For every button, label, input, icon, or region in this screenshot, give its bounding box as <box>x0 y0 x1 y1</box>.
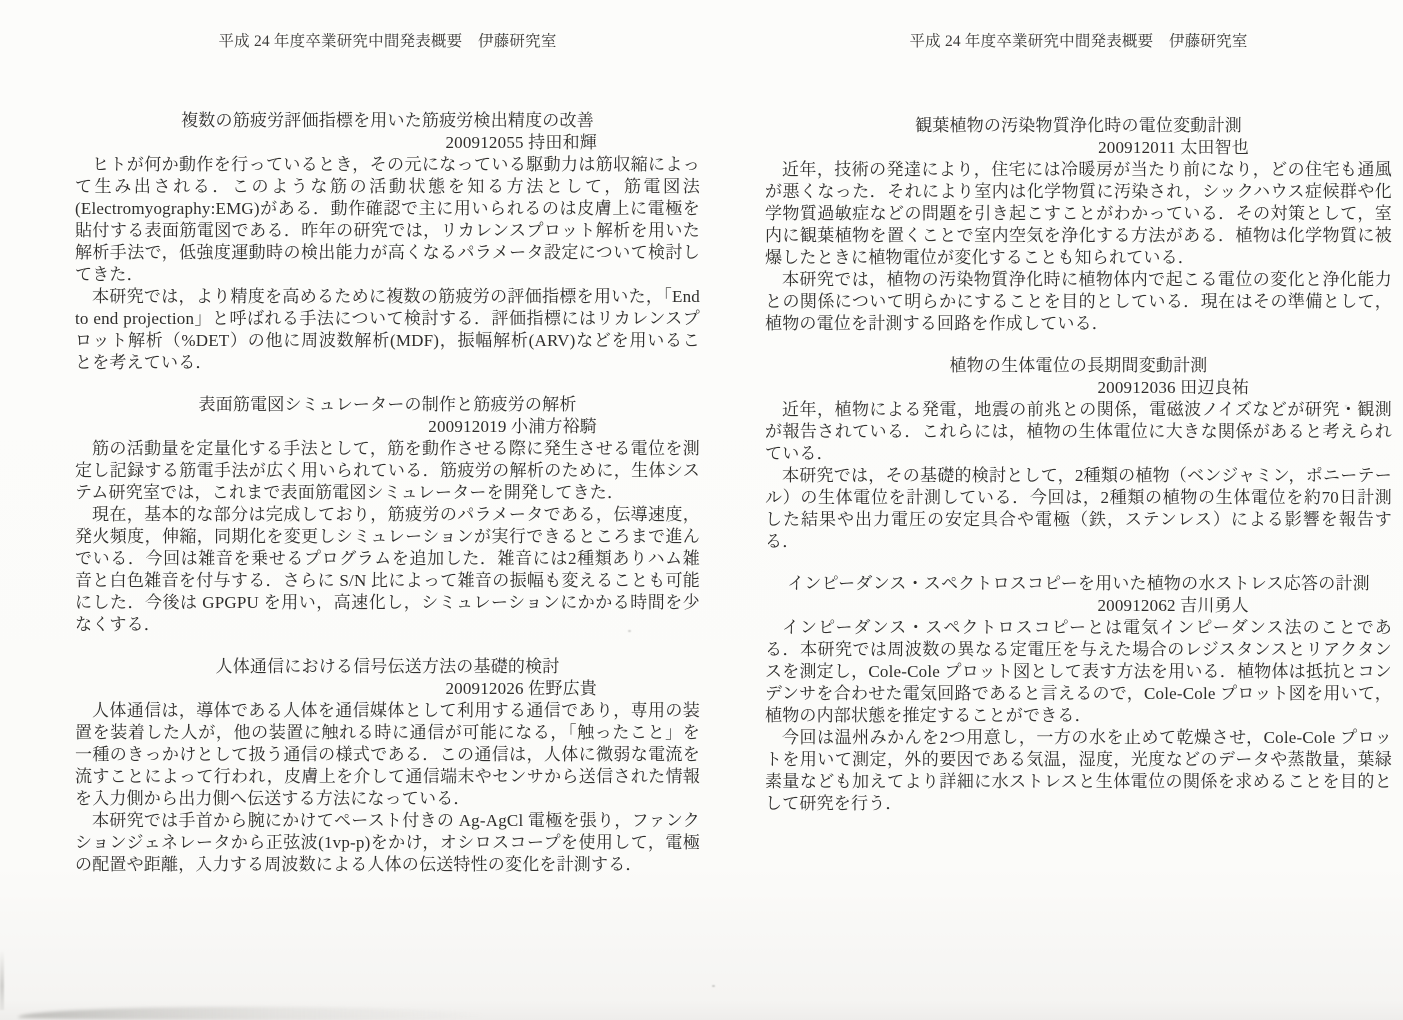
abstract-author: 200912062 吉川勇人 <box>1097 596 1249 615</box>
page-header-right: 平成 24 年度卒業研究中間発表概要 伊藤研究室 <box>909 33 1248 50</box>
scan-speckle <box>628 630 631 632</box>
abstract-title: 複数の筋疲労評価指標を用いた筋疲労検出精度の改善 <box>181 111 594 130</box>
abstract-impedance-spectroscopy <box>765 573 1392 815</box>
scan-speckle <box>1345 405 1347 407</box>
abstract-paragraph: 本研究では，より精度を高めるために複数の筋疲労の評価指標を用いた，「End to end projection」と呼ばれる手法について検討する．評価指標にはリカレンスプロット解析（%DET）の他に周波数解析(MDF)，振幅解析(ARV)などを用いることを考えている． <box>75 287 700 372</box>
scan-speckle <box>712 985 715 987</box>
abstract-author: 200912019 小浦方裕騎 <box>428 417 597 436</box>
abstract-plant-biopotential-longterm <box>765 355 1392 553</box>
abstract-emg-simulator <box>75 394 700 636</box>
abstract-paragraph: 近年，植物による発電，地震の前兆との関係，電磁波ノイズなどが研究・観測が報告されている．これらには，植物の生体電位に大きな関係があると考えられている． <box>765 400 1392 463</box>
abstract-muscle-fatigue-indices <box>75 110 700 374</box>
scan-shadow-bottom-left <box>18 1007 488 1020</box>
abstract-author: 200912026 佐野広貴 <box>445 679 597 698</box>
scan-shadow-left-edge <box>0 950 4 1010</box>
abstract-paragraph: 現在，基本的な部分は完成しており，筋疲労のパラメータである，伝導速度，発火頻度，伸縮，同期化を変更しシミュレーションが実行できるところまで進んでいる．今回は雑音を乗せるプログラムを追加した．雑音には2種類ありハム雑音と白色雑音を付与する．さらに S/N 比によって雑音の振幅も変えることも可能にした．今後は GPGPU を用い，高速化し，シミュレーションにかかる時間を少なくする． <box>75 505 700 634</box>
abstract-author: 200912036 田辺良祐 <box>1097 378 1249 397</box>
abstract-title: 人体通信における信号伝送方法の基礎的検討 <box>215 657 560 676</box>
abstract-paragraph: 今回は温州みかんを2つ用意し，一方の水を止めて乾燥させ，Cole-Cole プロットを用いて測定，外的要因である気温，湿度，光度などのデータや蒸散量，葉緑素量なども加えてより詳細に水ストレスと生体電位の関係を求めることを目的として研究を行う． <box>765 728 1392 813</box>
abstract-author: 200912055 持田和輝 <box>445 133 597 152</box>
abstract-paragraph: 本研究では，植物の汚染物質浄化時に植物体内で起こる電位の変化と浄化能力との関係について明らかにすることを目的としている．現在はその準備として，植物の電位を計測する回路を作成している． <box>765 270 1392 333</box>
abstract-paragraph: 本研究では，その基礎的検討として，2種類の植物（ベンジャミン，ポニーテール）の生体電位を計測している．今回は，2種類の植物の生体電位を約70日計測した結果や出力電圧の安定具合や電極（鉄，ステンレス）による影響を報告する． <box>765 466 1392 551</box>
abstract-paragraph: 近年，技術の発達により，住宅には冷暖房が当たり前になり，どの住宅も通風が悪くなった．それにより室内は化学物質に汚染され，シックハウス症候群や化学物質過敏症などの問題を引き起こすことがわかっている．その対策として，室内に観葉植物を置くことで室内空気を浄化する方法がある．植物は化学物質に被爆したときに植物電位が変化することも知られている． <box>765 160 1392 267</box>
abstract-title: インピーダンス・スペクトロスコピーを用いた植物の水ストレス応答の計測 <box>787 574 1370 593</box>
abstract-paragraph: 人体通信は，導体である人体を通信媒体として利用する通信であり，専用の装置を装着した人が，他の装置に触れる時に通信が可能になる，「触ったこと」を一種のきっかけとして扱う通信の様式である．この通信は，人体に微弱な電流を流すことによって行われ，皮膚上を介して通信端末やセンサから送信された情報を入力側から出力側へ伝送する方法になっている． <box>75 701 700 808</box>
abstract-human-body-communication <box>75 656 700 876</box>
left-page <box>75 0 700 876</box>
right-page <box>765 0 1392 815</box>
abstract-paragraph: ヒトが何か動作を行っているとき，その元になっている駆動力は筋収縮によって生み出される．このような筋の活動状態を知る方法として，筋電図法(Electromyography:EMG)がある．動作確認で主に用いられるのは皮膚上に電極を貼付する表面筋電図である．昨年の研究では，リカレンスプロット解析を用いた解析手法で，低強度運動時の検出能力が高くなるパラメータ設定について検討してきた． <box>75 155 700 284</box>
abstract-title: 観葉植物の汚染物質浄化時の電位変動計測 <box>915 116 1242 135</box>
page-header-left: 平成 24 年度卒業研究中間発表概要 伊藤研究室 <box>218 33 557 50</box>
abstract-paragraph: 筋の活動量を定量化する手法として，筋を動作させる際に発生させる電位を測定し記録する筋電手法が広く用いられている．筋疲労の解析のために，生体システム研究室では，これまで表面筋電図シミュレーターを開発してきた． <box>75 439 700 502</box>
abstract-title: 植物の生体電位の長期間変動計測 <box>949 356 1208 375</box>
abstract-title: 表面筋電図シミュレーターの制作と筋疲労の解析 <box>198 395 577 414</box>
abstract-author: 200912011 太田智也 <box>1098 138 1249 157</box>
abstract-houseplant-purification <box>765 115 1392 335</box>
abstract-paragraph: インピーダンス・スペクトロスコピーとは電気インピーダンス法のことである．本研究では周波数の異なる定電圧を与えた場合のレジスタンスとリアクタンスを測定し，Cole-Cole プロット図として表す方法を用いる．植物体は抵抗とコンデンサを合わせた電気回路であると言えるので，Cole-Cole プロット図を用いて，植物の内部状態を推定することができる． <box>765 618 1392 725</box>
abstract-paragraph: 本研究では手首から腕にかけてペースト付きの Ag-AgCl 電極を張り，ファンクションジェネレータから正弦波(1vp-p)をかけ，オシロスコープを使用して，電極の配置や距離，入力する周波数による人体の伝送特性の変化を計測する． <box>75 811 700 874</box>
